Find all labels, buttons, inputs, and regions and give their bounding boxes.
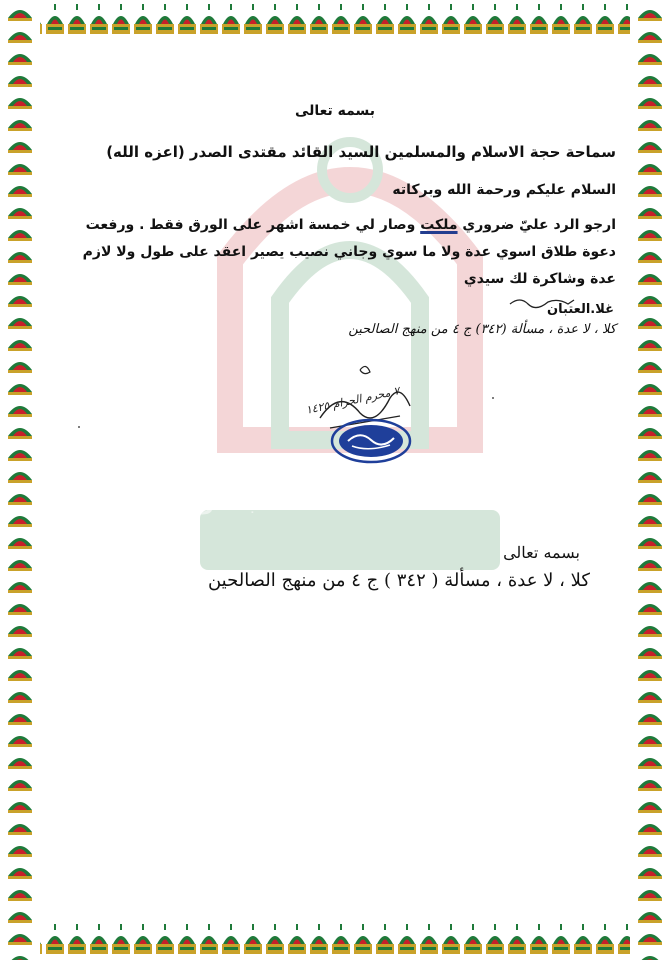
border-bottom	[0, 920, 670, 960]
answer-title: بسمه تعالى	[503, 543, 580, 562]
border-right	[630, 0, 670, 960]
border-left	[0, 0, 40, 960]
body-text-before: ارجو الرد عليّ ضروري	[457, 217, 616, 233]
question-sender: غلا.العتبان	[547, 302, 614, 317]
handwritten-answer: كلا ، لا عدة ، مسألة (٣٤٢) ج ٤ من منهج الصالحين	[348, 322, 616, 337]
scribble-icon	[508, 292, 578, 312]
office-seal-icon	[330, 418, 412, 464]
speck	[492, 397, 494, 399]
speck	[78, 426, 80, 428]
mosque-pattern-icon	[0, 0, 40, 960]
answer-text: كلا ، لا عدة ، مسألة ( ٣٤٢ ) ج ٤ من منهج الصالحين	[207, 570, 590, 591]
body-highlight: ملكت	[420, 217, 458, 233]
mosque-pattern-icon	[0, 0, 670, 40]
body-text-after: وصار لي خمسة اشهر على الورق فقط . ورفعت دعوة طلاق اسوي عدة ولا ما سوي وجاني نصيب يصير اعقد على طول ولا لازم عدة وشاكرة لك سيدي	[82, 217, 616, 287]
watermark-text: شبكة ومنتديات	[117, 490, 279, 515]
question-greeting: السلام عليكم ورحمة الله وبركاته	[392, 182, 616, 198]
mosque-pattern-icon	[0, 920, 670, 960]
letter-paper	[40, 40, 630, 920]
mosque-pattern-icon	[630, 0, 670, 960]
border-top	[0, 0, 670, 40]
question-address: سماحة حجة الاسلام والمسلمين السيد القائد مقتدى الصدر (اعزه الله)	[106, 143, 616, 161]
question-body	[56, 212, 616, 293]
question-title: بسمه تعالى	[294, 103, 376, 119]
signature-date: ٧ محرم الحرام ١٤٢٥	[304, 384, 401, 417]
